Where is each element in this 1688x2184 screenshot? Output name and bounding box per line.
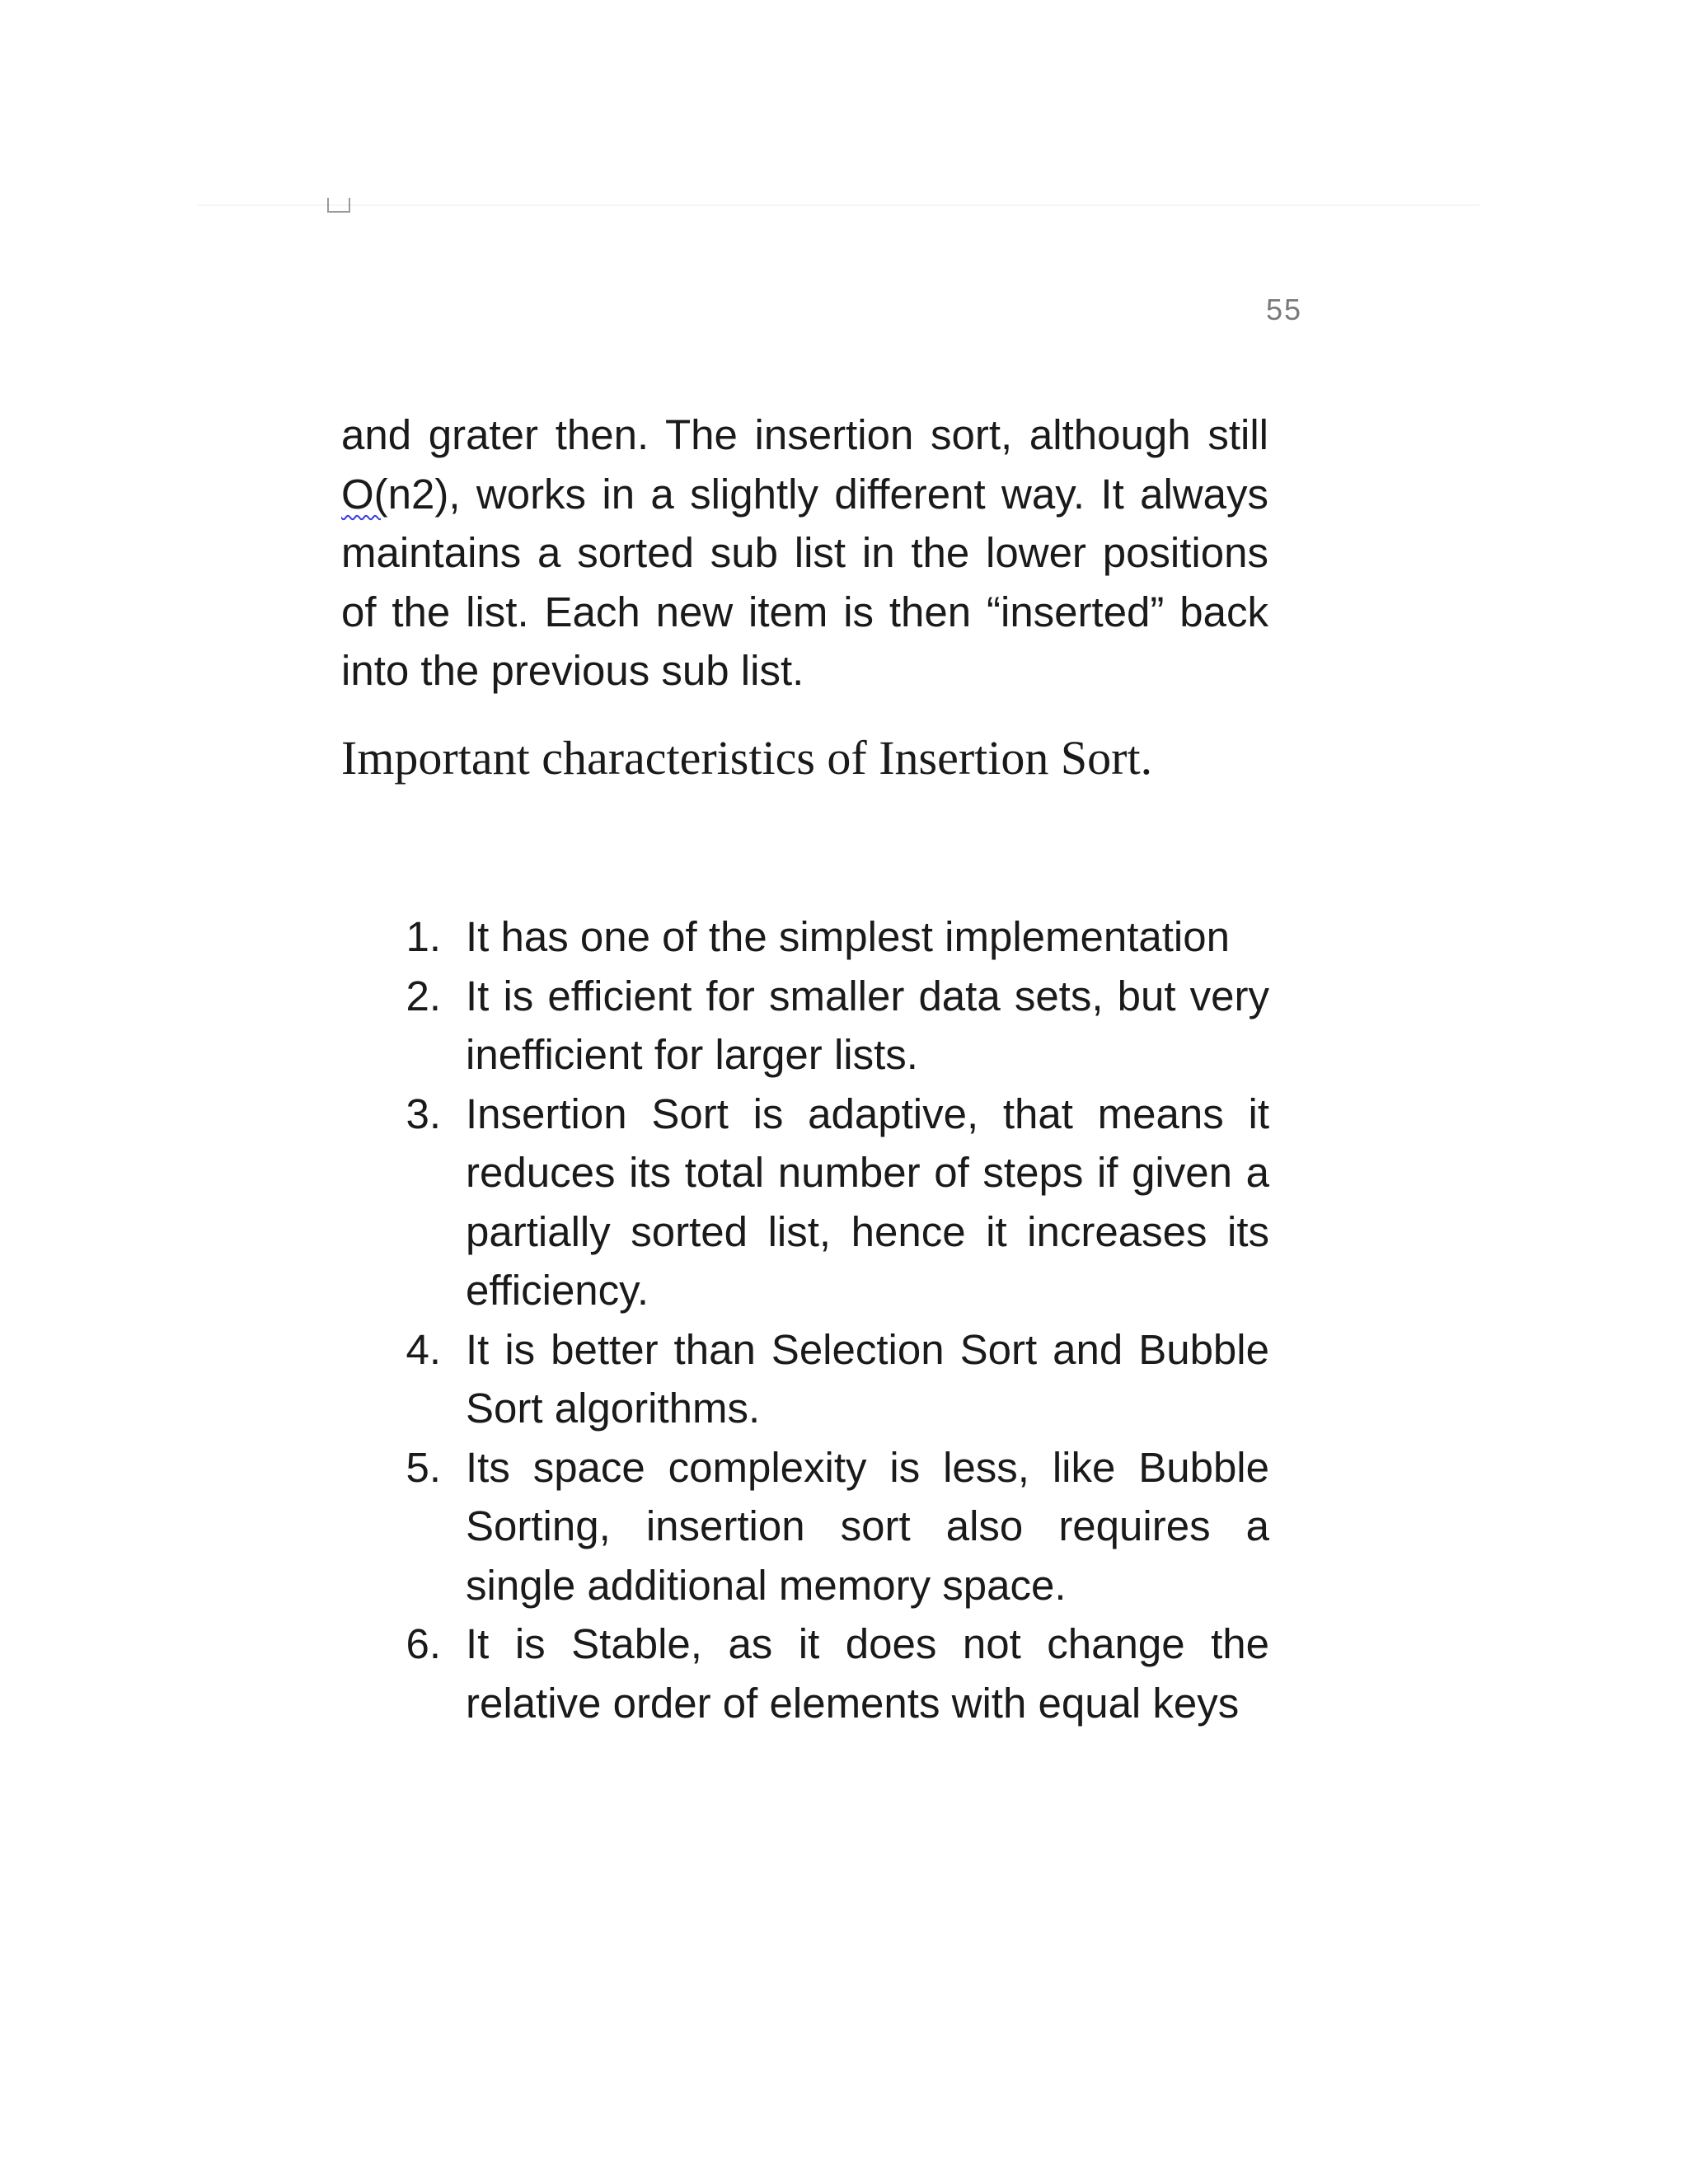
text-boundary-corner-mark: [327, 198, 350, 213]
list-item-number: 3.: [406, 1090, 441, 1137]
list-item-text: Insertion Sort is adaptive, that means it reduces its total number of steps if given a partially sorted list, hence it increases its efficiency.: [466, 1090, 1269, 1314]
body-paragraph: [341, 405, 1268, 701]
list-item-text: It has one of the simplest implementation: [466, 913, 1230, 960]
list-item: [387, 1320, 1269, 1438]
section-heading: Important characteristics of Insertion Sort.: [341, 731, 1153, 785]
list-item-number: 6.: [406, 1620, 441, 1667]
list-item-text: It is better than Selection Sort and Bubble Sort algorithms.: [466, 1325, 1269, 1432]
spellcheck-flagged-text[interactable]: O(: [341, 470, 388, 518]
paragraph-text-end: n2), works in a slightly different way. It always maintains a sorted sub list in the lower positions of the list. Each new item is then “inserted” back into the previous sub list.: [341, 470, 1268, 694]
list-item-text: It is Stable, as it does not change the relative order of elements with equal keys: [466, 1620, 1269, 1727]
list-item: [387, 967, 1269, 1085]
list-item-text: It is efficient for smaller data sets, but very inefficient for larger lists.: [466, 972, 1269, 1078]
list-item-number: 5.: [406, 1443, 441, 1491]
list-item: [387, 1615, 1269, 1732]
list-item: [387, 1438, 1269, 1615]
list-item-number: 2.: [406, 972, 441, 1019]
list-item-number: 4.: [406, 1325, 441, 1373]
list-item-text: Its space complexity is less, like Bubble Sorting, insertion sort also requires a single additional memory space.: [466, 1443, 1269, 1609]
header-divider: [198, 204, 1479, 206]
list-item: [387, 907, 1269, 967]
list-item-number: 1.: [406, 913, 441, 960]
page-number: 55: [1265, 293, 1302, 326]
paragraph-text-start: and grater then. The insertion sort, although still: [341, 411, 1268, 458]
characteristics-list: [387, 907, 1269, 1732]
list-item: [387, 1085, 1269, 1320]
